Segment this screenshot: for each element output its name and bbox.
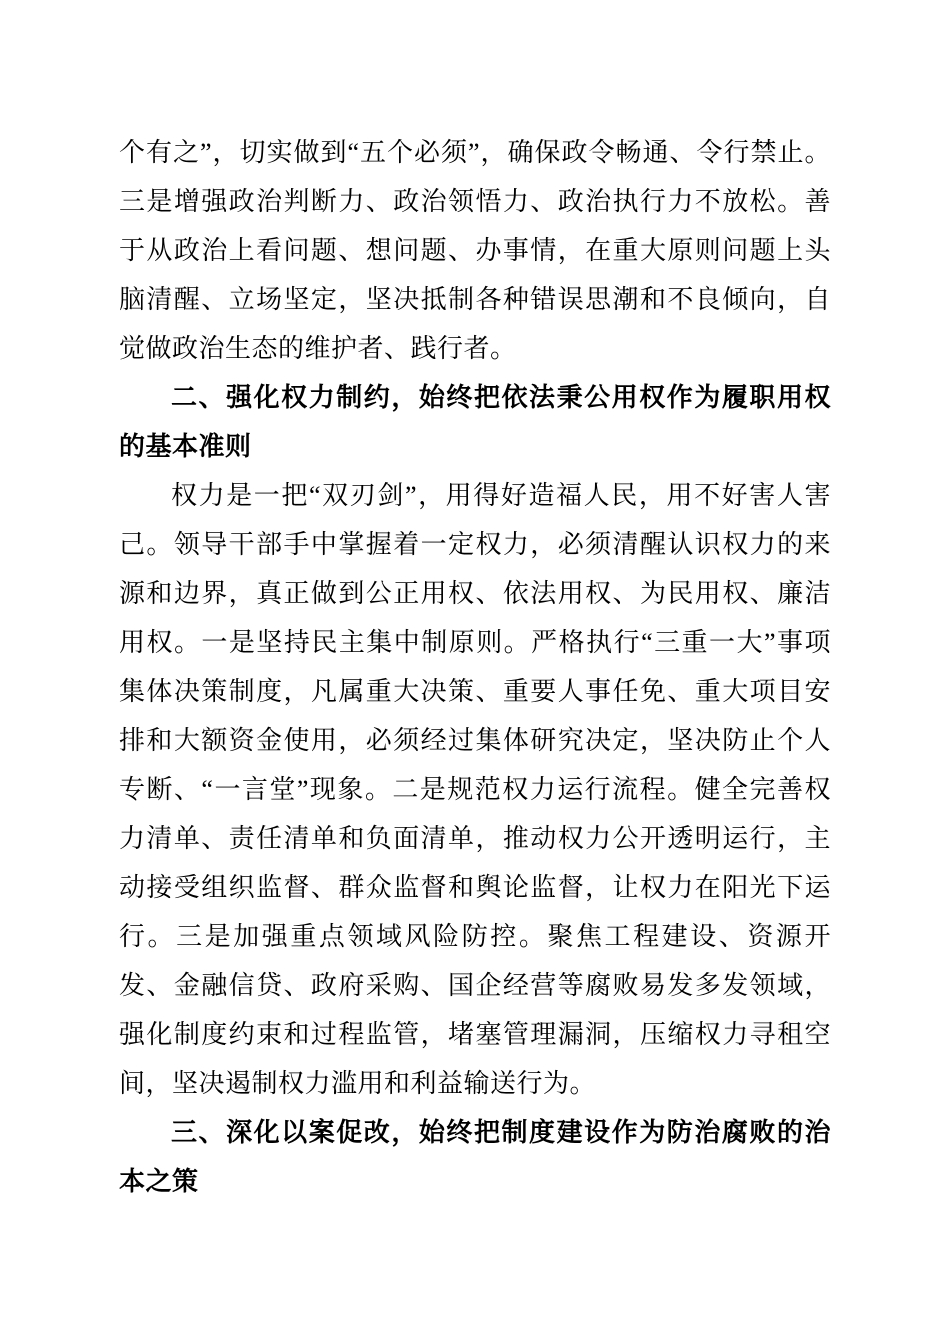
section-heading-3: 三、深化以案促改，始终把制度建设作为防治腐败的治本之策 — [119, 1117, 831, 1196]
continuation-paragraph: 个有之”，切实做到“五个必须”，确保政令畅通、令行禁止。三是增强政治判断力、政治领悟力、政治执行力不放松。善于从政治上看问题、想问题、办事情，在重大原则问题上头脑清醒、立场坚定，坚决抵制各种错误思潮和不良倾向，自觉做政治生态的维护者、践行者。 — [119, 138, 831, 363]
body-paragraph-section-2: 权力是一把“双刃剑”，用得好造福人民，用不好害人害己。领导干部手中掌握着一定权力，必须清醒认识权力的来源和边界，真正做到公正用权、依法用权、为民用权、廉洁用权。一是坚持民主集中制原则。严格执行“三重一大”事项集体决策制度，凡属重大决策、重要人事任免、重大项目安排和大额资金使用，必须经过集体研究决定，坚决防止个人专断、“一言堂”现象。二是规范权力运行流程。健全完善权力清单、责任清单和负面清单，推动权力公开透明运行，主动接受组织监督、群众监督和舆论监督，让权力在阳光下运行。三是加强重点领域风险防控。聚焦工程建设、资源开发、金融信贷、政府采购、国企经营等腐败易发多发领域，强化制度约束和过程监管，堵塞管理漏洞，压缩权力寻租空间，坚决遏制权力滥用和利益输送行为。 — [119, 481, 831, 1098]
document-body — [119, 128, 831, 1206]
section-heading-2: 二、强化权力制约，始终把依法秉公用权作为履职用权的基本准则 — [119, 382, 831, 461]
